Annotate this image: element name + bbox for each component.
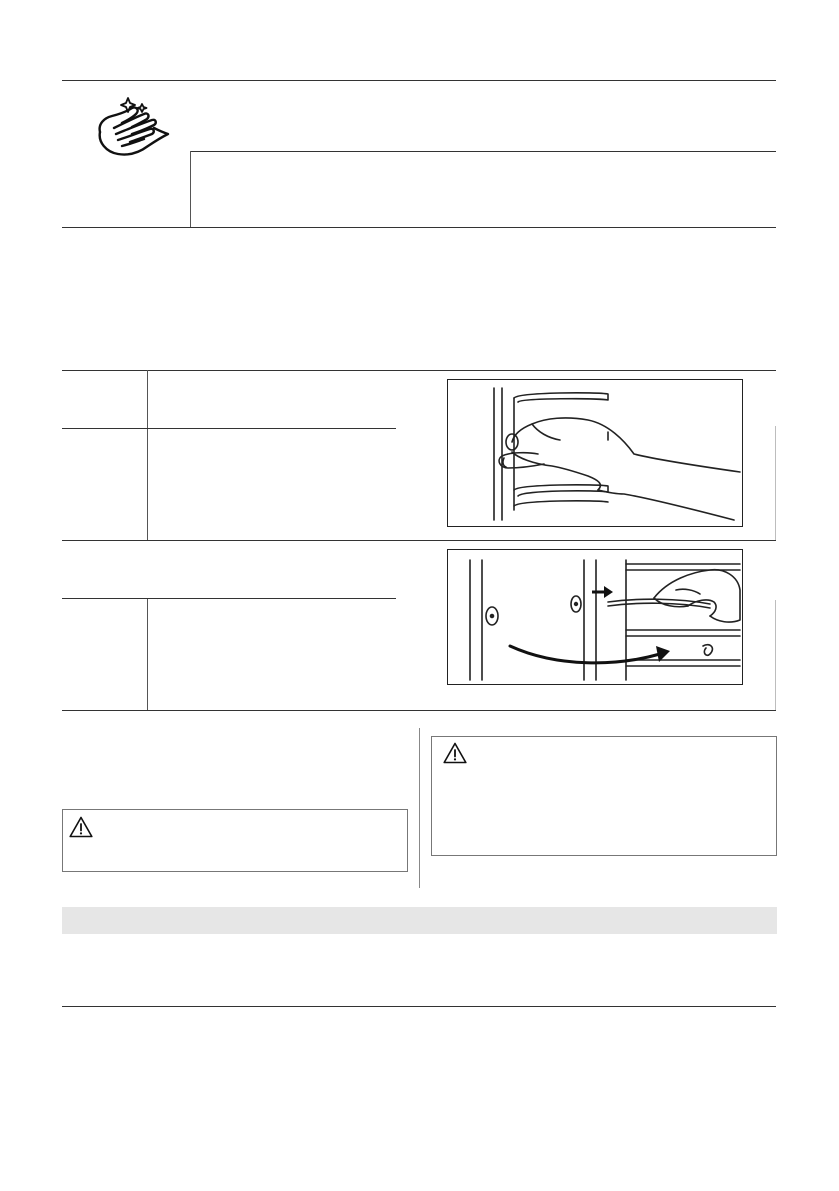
step2-column-divider [147,598,148,710]
figure-edge-mark [775,426,776,540]
top-rule [62,80,776,81]
section-heading-bar [62,907,777,934]
section-rule [62,370,776,371]
column-divider [419,728,420,888]
step1-column-divider [147,370,148,540]
shelf-support-pull-figure [447,379,743,527]
step2-text-rule [62,598,396,599]
warning-box-right [431,736,777,856]
care-table-bottom-rule [62,227,776,228]
warning-triangle-icon [69,816,93,838]
cleaning-hand-icon [92,94,174,164]
step2-rule [62,540,776,541]
warning-box-left [62,809,408,872]
step-section-bottom-rule [62,710,776,711]
care-row-divider [190,151,776,152]
warning-triangle-icon [443,742,467,764]
bottom-rule [62,1006,776,1007]
care-icon-column-divider [190,151,191,227]
figure-edge-mark [775,600,776,710]
shelf-support-remove-figure [447,549,743,685]
step1-text-rule [62,428,396,429]
